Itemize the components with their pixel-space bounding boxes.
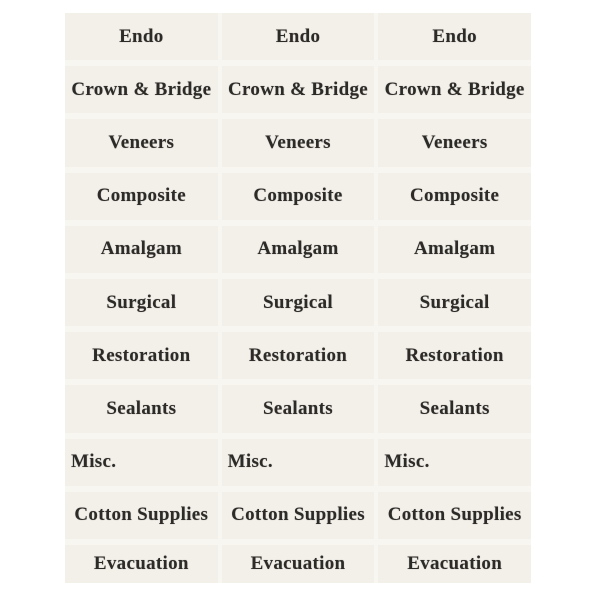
category-cell-restoration[interactable]: Restoration — [222, 332, 375, 379]
category-cell-surgical[interactable]: Surgical — [222, 279, 375, 326]
category-cell-crown-and-bridge[interactable]: Crown & Bridge — [222, 66, 375, 113]
category-cell-restoration[interactable]: Restoration — [378, 332, 531, 379]
category-cell-sealants[interactable]: Sealants — [65, 385, 218, 432]
category-cell-crown-and-bridge[interactable]: Crown & Bridge — [65, 66, 218, 113]
category-cell-cotton-supplies[interactable]: Cotton Supplies — [65, 492, 218, 539]
category-cell-veneers[interactable]: Veneers — [222, 119, 375, 166]
category-cell-endo[interactable]: Endo — [222, 13, 375, 60]
category-cell-misc[interactable]: Misc. — [222, 439, 375, 486]
category-cell-surgical[interactable]: Surgical — [65, 279, 218, 326]
category-cell-misc[interactable]: Misc. — [65, 439, 218, 486]
category-grid — [65, 13, 531, 583]
category-cell-evacuation[interactable]: Evacuation — [378, 545, 531, 583]
category-cell-veneers[interactable]: Veneers — [65, 119, 218, 166]
category-cell-sealants[interactable]: Sealants — [378, 385, 531, 432]
category-cell-evacuation[interactable]: Evacuation — [222, 545, 375, 583]
category-cell-sealants[interactable]: Sealants — [222, 385, 375, 432]
category-cell-crown-and-bridge[interactable]: Crown & Bridge — [378, 66, 531, 113]
category-cell-restoration[interactable]: Restoration — [65, 332, 218, 379]
category-cell-amalgam[interactable]: Amalgam — [222, 226, 375, 273]
category-cell-evacuation[interactable]: Evacuation — [65, 545, 218, 583]
category-cell-composite[interactable]: Composite — [65, 173, 218, 220]
category-cell-endo[interactable]: Endo — [65, 13, 218, 60]
category-cell-veneers[interactable]: Veneers — [378, 119, 531, 166]
category-cell-composite[interactable]: Composite — [378, 173, 531, 220]
category-cell-misc[interactable]: Misc. — [378, 439, 531, 486]
category-cell-amalgam[interactable]: Amalgam — [378, 226, 531, 273]
category-cell-cotton-supplies[interactable]: Cotton Supplies — [378, 492, 531, 539]
category-cell-amalgam[interactable]: Amalgam — [65, 226, 218, 273]
category-cell-endo[interactable]: Endo — [378, 13, 531, 60]
category-cell-composite[interactable]: Composite — [222, 173, 375, 220]
category-cell-cotton-supplies[interactable]: Cotton Supplies — [222, 492, 375, 539]
category-cell-surgical[interactable]: Surgical — [378, 279, 531, 326]
